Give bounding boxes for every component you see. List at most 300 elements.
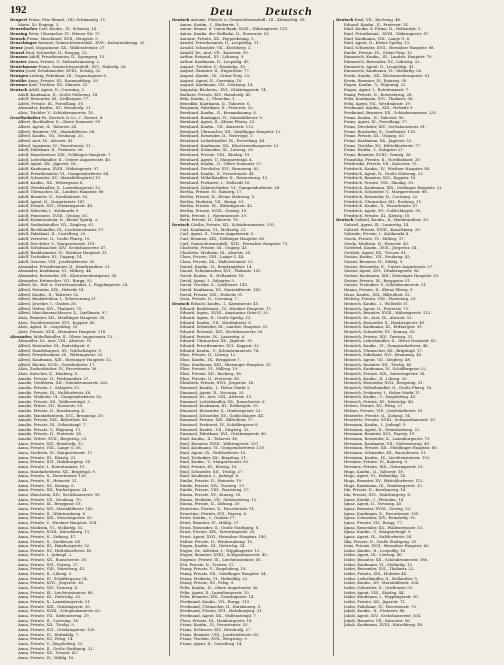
- entry-text: Bernhard, Kaufm., VII., Kaiserstr. 112.: [180, 124, 255, 130]
- entry-text: Bernhard, Kaufmann, XX., Klosterneuburgerstr. 12.: [180, 142, 280, 148]
- entry-text: Fanny, Modistin, VI., Hofmühlg. 22.: [180, 575, 249, 581]
- entry-text: Bertha, Private, IV., Rainerg. 17.: [180, 189, 243, 195]
- entry-text: Dora, Private, II., Czerning. 7.: [180, 296, 239, 302]
- entry-text: Anna, Handarbeiterin, XX., Brigittapl. 9.: [18, 468, 96, 474]
- entry-text: Möbelhändler, II., Obere Augartenstr. 12.: [32, 333, 114, 339]
- entry-text: Alfred, Arzt, IX., Alserstr. 41.: [18, 138, 74, 144]
- entry-text: Adolf, Sekretär, I., Kohlmarkt 9.: [18, 207, 80, 213]
- entry-text: Ignaz, Kaufm., I., Fleischm. 14.: [344, 496, 405, 502]
- entry-text: Alois, Kutscher, X., Himberg. 9.: [18, 370, 79, 376]
- entry-text: Alexander, Reisender, XX., Klosterneuburgerstr. 58.: [18, 273, 118, 279]
- entry-text: Eugen, Beamter, XVIII., Schopenhauerstr. 40.: [180, 552, 268, 558]
- page-number: 192: [10, 4, 27, 16]
- entry-surname: Gesellschafter: [10, 114, 41, 120]
- entry-text: Emanuel, Lederhändler, XX., Rauscherstr. 6.: [180, 398, 266, 404]
- entry-text: Friedrich, Kaufm., X., Favoritenstr. 67.: [344, 203, 419, 209]
- entry-text: Alfred, Weber, XVI., Thaliastr. 75.: [18, 305, 83, 311]
- entry-text: Bertha, Private, IX., Währingerstr. 42.: [180, 203, 254, 209]
- entry-text: Arnold, Dr., Arzt, VII., Kaiserstr. 39.: [180, 49, 249, 55]
- entry-text: Anna, Private, II., Heinestr. 31.: [18, 477, 78, 483]
- entry-text: Alfred, Privatbeamter, IX., Währingerstr. 25.: [18, 352, 104, 358]
- entry-text: Anna, Private, IX., Berggasse 19.: [18, 501, 82, 507]
- entry-text: Adolf, Kommissionär, II., Kleine Sperlg. 2.: [18, 217, 99, 223]
- entry-text: Erwin, Kaufm., XX., Klosterneuburgerstr. 81.: [344, 72, 431, 78]
- entry-text: Franz, Reisender, X., Quellenstr. 118.: [344, 128, 417, 134]
- entry-text: Amalie, Private, II., Kurzbauerg. 4.: [18, 408, 86, 414]
- entry-text: Franz, Schlosser, XIV., Reindorfg. 27.: [180, 626, 252, 632]
- entry-text: Ludwig, Fabrikant, III., Dapontegasse 8.: [28, 72, 108, 78]
- entry-text: Daniel, Kaufm., II., Rembrandtstr. 14.: [180, 263, 253, 269]
- entry-text: Antonie, Fleisch- u. Gemischtwarenhdl., III., Kleinschlg. 58.: [189, 17, 306, 22]
- entry-text: Elisabeth, Private, XVII., Jörgerstr. 14.: [180, 380, 255, 386]
- entry-text: Anna, Private, V., Wiedner Hauptstr. 104.: [18, 519, 98, 525]
- entry-text: Amalie, Modistin, VI., Gumpendorferstr. 82.: [18, 394, 103, 400]
- entry-text: Ignaz, Kaufmann, X., Favoritenstr. 150.: [344, 510, 420, 516]
- entry-text: Barbara, Private, XIV., Reindorfg. 40.: [180, 91, 252, 97]
- entry-text: Paul, Schneider, II., Rueppg. 13.: [24, 49, 88, 55]
- entry-surname: Deusel: [10, 49, 25, 55]
- entry-text: Franz, Kaufm., IV., Favoritenstr. 53.: [180, 622, 249, 628]
- entry-text: Anton, Beamt. d. Union-Bank, XVIII., Währingerstr. 135.: [180, 26, 289, 32]
- entry-text: Peter, Uhrmacher, IV., Wiener Str. 17.: [27, 30, 101, 36]
- entry-text: Eduard, Reisend., XIV., Sechshauserstr. 28.: [180, 328, 264, 334]
- entry-text: Carl, Beamter, XIX., Döblinger Hauptstr. 60.: [180, 235, 266, 241]
- entry-text: Friedrich, Private, VIII., Skodag. 30.: [344, 179, 415, 185]
- entry-text: Eduard, Bankbeamt., IV., Wiedner Hauptstr. 17.: [180, 305, 272, 311]
- entry-text: Ignaz, Reisender, XX., Wallensteinstr. 33.: [344, 524, 424, 530]
- entry-text: Hermann, Schneider, XX., Rauscherstr. 31.: [344, 450, 427, 456]
- entry-text: Isidor, Kaufm., II., Leopoldg. 16.: [344, 547, 407, 553]
- entry-text: Adolf, Techniker, III., Ungarg. 14.: [18, 254, 83, 260]
- entry-text: Jakob, Kaufm., II., Praterstr. 88.: [344, 608, 406, 614]
- entry-text: Eduard, Kaufm., I., Kärntnerstr. 45.: [189, 301, 260, 307]
- entry-text: Gabriel, Kaufm., II., Rembrandtstr. 33.: [353, 217, 430, 223]
- entry-text: Carl, Gemischtwarenhdl., XVII., Hernalser Hauptstr. 73.: [180, 240, 289, 246]
- entry-text: Alfred, Kaufm., II., Taborstr. 52.: [18, 291, 80, 297]
- entry-text: Bernhard, Prokurist, I., Wollzeile 16.: [180, 179, 251, 185]
- entry-text: Adolf, Uhrmacher, III., Landstr. Hauptstr. 88.: [18, 189, 105, 195]
- entry-text: Adolf, Drechsler, V., Margaretenstr. 119.: [18, 240, 96, 246]
- entry-text: Isidor, Beamter, XII., Schönbrunnerstr. 186.: [344, 557, 429, 563]
- entry-surname: Deutsch: [336, 17, 354, 22]
- entry-text: Anna, Private, XV., Kranzg. 6.: [18, 482, 75, 488]
- directory-entry: [10, 656, 168, 661]
- entry-text: Adolf, Beamter, II., Nordbahnstr. 36.: [18, 193, 89, 199]
- entry-text: Friederike, Private, VII., Kaiserstr. 73.: [344, 161, 418, 167]
- entry-text: Heinrich, Fabrikant, XVI., Brunneng. 40.: [344, 352, 423, 358]
- entry-text: Heinrich, Dr., Arzt, IX., Alserstr. 52.: [344, 315, 413, 320]
- entry-surname: Deutsch: [10, 86, 28, 92]
- entry-text: Heinrich, Agent, II., Praterstr. 73.: [344, 305, 410, 311]
- entry-text: Isidor, Kaufm., XV., Mariahilferstr. 204.: [344, 580, 420, 586]
- entry-text: Fanny, Private, II., Rotensterng. 28.: [344, 91, 413, 97]
- entry-text: Amalie, Private, II., Praterstr. 38.: [18, 431, 83, 437]
- entry-text: Betti, Private, I., Rotenturmstr. 29.: [180, 212, 248, 218]
- entry-text: Emilie, Private, VIII., Piaristeng. 17.: [180, 487, 250, 493]
- entry-text: Anna, Private, I., Judenpl. 2.: [18, 552, 73, 558]
- entry-text: Heinrich, Kaufmann, IV., Schäffergasse 22.: [344, 366, 427, 372]
- entry-text: Albert, Buchhalter, II., Obere Donaustr. 99.: [18, 119, 102, 125]
- directory-entry: [336, 623, 494, 628]
- entry-text: Friedrich, Kaufmann, XIX., Döblinger Hauptstr. 21.: [344, 184, 443, 190]
- column-rule: [333, 20, 334, 656]
- entry-text: Emil, Agent, II., Kleine Sperlg. 13.: [344, 40, 411, 46]
- entry-text: Bernhard, Drechsler, XVI., Brunneng. 62.: [180, 166, 260, 171]
- entry-text: Ferdinand, Uhrmacher, II., Kurzbauerg. 9.: [180, 603, 262, 609]
- entry-text: Hugo, Kaufm., II., Taborstr. 18.: [344, 468, 405, 474]
- entry-text: Karl, Tischler, XV., Märzstr. 32.: [27, 82, 89, 88]
- entry-text: Heinrich, Beamter, XII., Tivolig. 40.: [344, 361, 413, 367]
- entry-text: Anna, Private, XVI., Habsburgerg. 14.: [18, 459, 92, 465]
- entry-text: Isidor, Lederhändler, II., Hollandstr. 9.: [344, 575, 419, 581]
- entry-text: Anton, Kaufm. der Südbahn, II., Stuwerstr. 53.: [180, 30, 270, 36]
- entry-text: Ignaz, Private, VII., Burgg. 77.: [344, 519, 403, 525]
- entry-text: Flora, Private, III., Hainburgerstr. 18.: [180, 617, 253, 623]
- entry-text: Emanuel, Private, XIX., Billrothstr. 17.: [180, 417, 254, 423]
- entry-text: Albert, Beamter, VII., Mariahilferstr. 58.: [18, 128, 96, 134]
- entry-text: Anna, Wäscherin, XIV., Sechshauserstr. 90.: [18, 491, 101, 497]
- entry-text: Alexander, Kaufmann, VI., Millerg. 44.: [18, 268, 93, 274]
- entry-surname: Deuter: [10, 68, 25, 74]
- entry-text: Alfred, Dr., Hof- u. Gerichtsadvokat, I., Wipplingerstr. 24.: [18, 282, 129, 288]
- entry-text: Franz, Priv.-Beamt., III/₂ Schimmelg. 11.: [27, 17, 107, 22]
- entry-text: Hermann, Kaufmann, VII., Siebensterng. 40.: [344, 440, 431, 446]
- entry-text: Emma, Modistin, VII., Siebensterng. 12.: [180, 496, 258, 502]
- entry-text: Eugen, Kaufm., V., Pilgramg. 22.: [344, 82, 407, 88]
- entry-text: Gisela, Modistin, II., Heinestr. 43.: [344, 240, 410, 246]
- entry-text: Heinrich, Uhrmacher, XX., Brigittapl. 17.: [344, 347, 424, 353]
- entry-text: Henriette, Private, XVIII., Schopenhauerstr. 19.: [344, 417, 436, 423]
- entry-text: Amalie, Private, I., Salzgries 15.: [18, 384, 80, 390]
- entry-text: Anna, Modistin, VI., Mollardg. 33.: [18, 524, 84, 530]
- entry-text: Franziska, Private, II., Nordbahnstr. 20.: [344, 156, 421, 162]
- entry-surname: Deutner: [10, 82, 28, 88]
- entry-text: Eugen, Dr., Advokat, I., Wipplingerstr. 12.: [180, 547, 261, 553]
- entry-text: Anna, Private, III., Hainburgerstr. 52.: [18, 543, 91, 549]
- entry-text: Jakob, Beamter, VII., Kaiserstr. 96.: [344, 617, 411, 623]
- entry-text: Alois, Private, XVII., Hernalser Hauptstr. 118.: [18, 328, 107, 334]
- entry-text: Elias, Kaufmann, XIII., Hietzinger Hauptstr. 33.: [180, 361, 272, 367]
- entry-text: Anna, Private, VI., Hofmühlg. 7.: [18, 631, 80, 637]
- entry-text: Emanuel, Kaufmann, III., Erdbergstr. 15.: [180, 403, 259, 409]
- entry-text: Bernhard, Uhrmacher, XII., Meidlinger Hauptstr. 12.: [180, 128, 282, 134]
- entry-text: Heinrich, Reisender, X., Himbergerstr. 40.: [344, 319, 426, 325]
- entry-text: Bela, Kaufm., I., Fleischm. 1.: [180, 96, 236, 102]
- entry-text: August, Agent, II., Czerning. 10.: [180, 77, 243, 83]
- entry-text: Ernestine, Private, X., Favoritenstr. 91.: [180, 505, 256, 511]
- entry-text: Anna, Private, II., Lilieng. 5.: [18, 571, 73, 577]
- entry-text: Franz, Drechsler, XIV., Sechshauserstr. 61.: [344, 124, 427, 130]
- entry-text: Heinrich, Kaufm., VI., Gumpendorferstr. 46.: [344, 342, 429, 348]
- entry-text: Alois, Tischlermeister, XVI., Koppstr. 40.: [18, 319, 96, 325]
- entry-text: Isidor, Kaufmann, VI., Mollardg. 12.: [344, 561, 414, 567]
- entry-text: Adolf, Privatbeamter, II., Springerg. 15.: [27, 54, 106, 60]
- entry-text: Emmerich, Agent, II., Leopoldsg. 41.: [344, 63, 415, 69]
- entry-text: Emmerich, Kaufm., III., Landstr. Hauptstr. 70.: [344, 54, 433, 60]
- entry-text: Bernhard, Möbelhändler, II., Rotensterng. 11.: [180, 175, 269, 181]
- entry-text: Amalie, Witwe, VII., Kaiserstr. 55.: [18, 403, 84, 409]
- entry-text: Eduard, Uhrmacher, XX., Jägerstr. 30.: [180, 338, 254, 344]
- entry-text: Gottlieb, Agent, XX., Treustr. 61.: [344, 249, 408, 255]
- entry-text: Arthur, Kaufmann, II., Leopoldg. 45.: [180, 58, 250, 64]
- entry-text: Emil, Kaufmann, VI., Gumpendorferstr. 120.: [180, 445, 266, 451]
- entry-text: Isidor, Kaufmann, I., Wipplingerstr. 30.: [344, 594, 420, 600]
- entry-text: Elias, Kaufm., IX., Berggasse 7.: [180, 356, 241, 362]
- entry-text: Hedwig, Private, VIII., Piaristeng. 29.: [344, 296, 417, 302]
- entry-text: Anna, Private, III., Kleistg. 21.: [18, 454, 77, 460]
- entry-text: Ferdinand, Kaufm., VII., Burgg. 110.: [180, 599, 251, 605]
- entry-text: Esther, Private, II., Weintraubeng. 15.: [180, 538, 254, 544]
- entry-text: Alfred, Kaufmann, XIII., Hietzinger Hauptstr. 12.: [18, 356, 113, 362]
- entry-text: Gabriele, Private, I., Kohlmarkt 4.: [344, 231, 410, 237]
- entry-text: Adolf, Kaufmann, XVIII., Währingerstr. 97.: [18, 166, 100, 171]
- entry-text: Adolf, Agent, II., Czerning. 3.: [27, 86, 85, 92]
- entry-text: Anna, Private, IV., Schäffergasse 14.: [18, 575, 88, 581]
- entry-text: Bertha, Private, II., Kleine Mohreng. 5.: [180, 193, 256, 199]
- entry-text: Amalie, Witwe, XVII., Bergsteig. 23.: [18, 436, 88, 442]
- entry-text: David, Kaufmann, XV., Mariahilferstr. 182.: [180, 287, 262, 293]
- entry-text: Anna, Private, XIV., Reindorfg. 12.: [18, 440, 84, 446]
- entry-text: Franz, Tischler, XV., Hütteldorferstr. 77.: [344, 142, 422, 148]
- entry-text: Anna, Private, II., Weintraubeng. 8.: [18, 510, 87, 516]
- entry-text: Anna, Private, IV., Mühlg. 18.: [18, 654, 75, 660]
- entry-text: Isidor, Schneider, X., Quellenstr. 92.: [344, 585, 414, 591]
- entry-text: Albert, Agent, II., Taborstr. 24.: [18, 124, 78, 130]
- entry-text: Emil, Kaufm., V., Margaretenstr. 62.: [180, 459, 250, 465]
- entry-text: Ernst, Agent, XVII., Hernalser Hauptstr. 140.: [180, 533, 268, 539]
- entry-text: Anna, Private, XVI., Payerg. 27.: [18, 561, 79, 567]
- entry-text: Emma, Private, XV., Kranzg. 20.: [180, 491, 242, 497]
- entry-surname: Deutsch: [336, 217, 354, 223]
- entry-text: Friedrich, Kaufm., IV., Wiedner Hauptstr. 48.: [344, 166, 431, 171]
- entry-text: Josef, Schuhmacher, XVIII., Schulg. 32.: [24, 68, 102, 74]
- entry-text: Alfred, Ingenieur, IV., Favoritenstr. 11.: [18, 142, 92, 148]
- entry-text: Helene, Private, VIII., Josefstädterstr. 81.: [344, 408, 424, 414]
- entry-text: Elise, Private, II., Praterstr. 60.: [180, 375, 241, 381]
- entry-text: Arnold, Privatbeamter, II., Leopoldsg. 11.: [180, 40, 260, 46]
- entry-text: Anna, Private, II., Czerning. 16.: [18, 617, 80, 623]
- entry-text: Anna, Private, VII., Siebensterng. 29.: [18, 613, 90, 618]
- entry-text: August, Tischler, V., Hauslabg. 16.: [180, 63, 246, 69]
- entry-text: Bertha, Modistin, VII., Burgg. 51.: [180, 198, 245, 204]
- entry-text: Emil, Kaufm. d. Firma, II., Hollandstr. 3.: [344, 26, 422, 32]
- entry-surname: Deuse: [10, 44, 24, 50]
- entry-text: Felix, Kaufm., II., Obere Augartenstr. 36.: [180, 585, 259, 591]
- entry-text: Adolf, Pensionist, XVIII., Gentzg. 63.: [18, 212, 89, 218]
- entry-text: Hermann, Agent, II., Weintraubeng. 22.: [344, 426, 421, 432]
- entry-text: Adolf, Kaufmann, II., Große Mohreng. 14.: [18, 91, 99, 97]
- entry-text: Anna, Private, XIV., Mariahilferstr. 162.: [18, 505, 94, 511]
- entry-text: Bernhard, Private, VIII., Skodag. 19.: [180, 152, 251, 158]
- entry-text: Ignaz, Agent, IX., Nußdorferstr. 34.: [344, 533, 413, 539]
- entry-text: Gisela, Private, VI., Millerg. 37.: [344, 235, 405, 241]
- entry-text: Helene, Private, XV., Pelzg. 27.: [344, 403, 404, 409]
- entry-text: Emanuel, Schneider, XV., Goldschlagstr. 44.: [180, 412, 265, 418]
- entry-text: Eduard, Kaufm., II., Praterstr. 14.: [344, 21, 409, 27]
- entry-text: Emil, Privatbeamt., XVIII., Währingerstr. 87.: [344, 30, 430, 36]
- entry-text: Adolf, Lederhändler, II., Untere Augartenstr. 40.: [18, 156, 112, 162]
- entry-text: Gottfried, Kaufm., XVII., Jörgerstr. 54.: [344, 245, 418, 251]
- entry-text: Emil, Kaufmann, VIII., Lange G. 6.: [344, 35, 411, 41]
- entry-text: Amalie, Private, III., Sebastianpl. 7.: [18, 422, 87, 428]
- entry-text: Charlotte, Private, III., Ungarg. 41.: [180, 245, 248, 251]
- entry-text: Ignaz, Schneider, XIV., Reindorfg. 55.: [344, 515, 417, 521]
- entry-text: Emmerich, Reisender, XV., Löhnerg. 22.: [344, 58, 421, 64]
- entry-text: Emil, Private, III., Kleistg. 10.: [180, 464, 238, 469]
- entry-text: Antonie, Private, XX., Pappenheimg. 5.: [180, 35, 255, 41]
- entry-text: Anna, Private, XVI., Ottakringerstr. 120.: [18, 626, 96, 632]
- entry-text: Isidor, Private, XX., Jägerstr. 71.: [344, 599, 406, 605]
- entry-text: Anna, Private, III., Rasumofskyg. 29.: [26, 77, 99, 83]
- entry-text: Amalie, Greißlerin, XII., Schönbrunnerstr. 262.: [18, 380, 109, 386]
- entry-text: Anna, Private, XVIII., Kutschkerg. 11.: [18, 529, 91, 535]
- entry-text: Gabriel, Private, XVIII., Kutschkerg. 29.: [344, 226, 421, 232]
- entry-text: Anna, Private, XII., Tivolig. 9.: [18, 622, 75, 628]
- entry-text: David, Tischler, X., Quellenstr. 143.: [180, 282, 249, 288]
- entry-text: Bernhard, Bandagist, VI., Mariahilferstr. 9.: [180, 114, 263, 120]
- entry-text: Eduard, Schneider, III., Landstr. Hauptstr. 51.: [180, 324, 269, 330]
- entry-text: Anna, Private, XX., Treustr. 43.: [18, 650, 78, 656]
- entry-text: Emil, Beamter, XVIII., Währingerstr. 167.: [180, 440, 260, 446]
- entry-text: Arthur, Reisend., XV., Löhnerg. 9.: [180, 54, 245, 60]
- entry-text: Ernestine, Private, XVI., Payerg. 8.: [180, 510, 248, 516]
- entry-text: Benjamin, Fabrikant, II., Praterstr. 32.: [180, 105, 254, 111]
- entry-text: Anna, Private, XIX., Grinzingerstr. 30.: [18, 603, 92, 609]
- entry-text: Alexander, Dr., Arzt, VIII., Alserstr. 33.: [18, 338, 93, 344]
- entry-text: Heinrich, Prokurist, I., Hoher Markt 11.: [344, 389, 422, 395]
- entry-text: Anna, Private, V., Ziegelofeng. 32.: [18, 640, 84, 646]
- entry-text: Clara, Private, XX., Wallensteinstr. 12.: [180, 259, 254, 265]
- entry-text: Isidor, Private, XIX., Hofzeile 44.: [344, 571, 408, 577]
- entry-text: Bernhard, Kaufm., X., Favoritenstr. 44.: [180, 170, 255, 176]
- entry-text: Anna, Private, X., Quellenstr. 64.: [18, 538, 82, 544]
- entry-text: Felix, Agent, VII., Westbahnstr. 19.: [344, 100, 412, 106]
- entry-text: Isidor, Agent, III., Löweng. 40.: [344, 552, 403, 558]
- entry-text: Ernst, Beamter, IV., Mühlg. 27.: [180, 519, 240, 525]
- entry-surname: Deutelmoser: [10, 63, 38, 69]
- entry-text: Anna, Private, XV., Pelzg. 14.: [18, 636, 74, 642]
- entry-text: Isidor, Fabrikant, IV., Favoritenstr. 70.: [344, 603, 418, 609]
- entry-text: Gustav, Kaufm., VII., Neubaug. 42.: [344, 254, 411, 260]
- entry-text: Friedrich, Private, III., Kleistg. 18.: [344, 212, 411, 218]
- entry-text: Franz, Gemischtwarenhdl., XVI., Haberlg. 26.: [37, 63, 127, 69]
- entry-text: Jakob, Kaufmann, XVIII., Kutschkerg. 40.: [344, 622, 424, 628]
- entry-text: Heinrich, Lederhändler, II., Obere Donaustr. 83.: [344, 338, 437, 344]
- entry-text: Heinrich, Reisender, XVII., Bergsteig. 31.: [344, 380, 424, 386]
- entry-text: Anna, Private, XVIII., Schopenhauerstr. 62.: [18, 608, 102, 614]
- entry-text: Anna, Private, XIV., Turnerg. 4.: [18, 585, 79, 591]
- directory-column-1: [10, 18, 168, 658]
- entry-text: Emil, Techniker, XX., Brigittag. 21.: [180, 454, 247, 460]
- entry-text: Adolf, Kaufm., XX., Webergasse 8.: [18, 179, 84, 185]
- entry-text: Emanuel, Prokurist, IV., Schäffergasse 8.: [180, 422, 259, 428]
- entry-text: Anton, Kaufm., I., Bäckerstr. 1.: [180, 21, 240, 27]
- entry-text: Anna, Private, I., Rotenturmstr. 19.: [18, 464, 86, 469]
- entry-surname: Deutike: [10, 77, 27, 83]
- entry-text: David, Agent, I., Salzgries 9.: [180, 277, 236, 283]
- entry-surname: Deutsch: [172, 301, 190, 307]
- entry-text: Eduard, Private, IX., Lazarettg. 6.: [180, 333, 246, 339]
- entry-text: Hermann, Kaufm., IX., Liechtensteinstr. 102.: [344, 454, 431, 460]
- entry-text: Ida, Private, XVI., Habsburgerg. 8.: [344, 491, 411, 497]
- entry-text: Eva, Private, II., Treustr. 27.: [180, 561, 235, 567]
- entry-text: Eduard, Ingen., XVIII., Anastasius Grün-G. 20.: [180, 310, 270, 316]
- entry-text: Alois, Agent, II., Leopoldsg. 33.: [18, 324, 79, 330]
- entry-text: Adolf, Schneider, XV., Mariahilfergürtel 19.: [18, 175, 102, 181]
- entry-text: Emma, Private, II., Zirkusg. 30.: [180, 501, 241, 507]
- entry-text: Cäcilie, Private, XII., Schönbrunnerstr. 210.: [189, 221, 276, 227]
- entry-text: Franz, Kaufm., II., Taborstr. 90.: [344, 114, 405, 120]
- entry-text: Anna, Private, X., Favoritenstr. 128.: [18, 473, 87, 479]
- entry-surname: Deutsch: [172, 221, 190, 227]
- entry-text: Adolf, Privatbeamter, VI., Gumpendorferstr. 64.: [18, 170, 110, 176]
- entry-text: August, Beamter, II., Engerthstr. 77.: [180, 68, 251, 74]
- entry-text: Eduard, Agent, II., Große Sperlg. 33.: [180, 315, 252, 320]
- entry-text: Emilie, Private, IX., Grüne-Torg. 12.: [344, 49, 414, 55]
- entry-text: David, Kaufm., II., Hollandstr. 18.: [180, 273, 245, 279]
- entry-text: Carl, Kaufm., IV., Schaurg. 14.: [37, 26, 98, 32]
- entry-text: Daniel, Schuhmacher, XVI., Thaliastr. 103.: [180, 268, 262, 274]
- entry-text: Amalie, Private, V., Pilgramg. 11.: [18, 426, 82, 432]
- entry-text: Anna, Private, XV., Hütteldorferstr. 43.: [18, 547, 93, 553]
- entry-text: Adolf, Seidenhändler, VII., Zieglerg. 61.: [18, 221, 95, 227]
- directory-column-3: [336, 18, 494, 658]
- entry-text: Amalie, Private, XX., Wallensteinpl. 3.: [18, 398, 91, 404]
- entry-text: Anna, Private, XII., Ruckergasse 24.: [18, 487, 88, 493]
- entry-text: Hermann, Beamter, XVI., Payerg. 19.: [344, 431, 416, 437]
- entry-text: Antonie, Gemischtwarenhdl., XVII., Kalvarienbergg. 32.: [36, 40, 146, 46]
- entry-text: Benedikt, Kaufmann, II., Taborstr. 8.: [180, 100, 251, 106]
- entry-text: Franz, Agent, II., Castellezg. 14.: [180, 640, 243, 646]
- entry-text: Emanuel, Kaufm., I., Hoher Markt 5.: [180, 384, 251, 390]
- entry-text: Adolf, Bankbeamter, IV., Wiedner Hauptstr. 31.: [18, 249, 109, 255]
- entry-text: Eugen, Kaufm., III., Dietrichg. 34.: [180, 543, 246, 549]
- entry-text: Bernhard, Agent, V., Margaretenpl. 4.: [180, 156, 253, 162]
- entry-text: David, Private, XIX., Hofzeile 31.: [180, 291, 244, 297]
- entry-text: Fanny, Private, XV., Pelzg. 9.: [180, 580, 235, 586]
- entry-text: Friedrich, Agent, XV., Goldschlagstr. 30.: [344, 207, 422, 213]
- entry-text: Franz, Kaufmann, XX., Jägerstr. 52.: [344, 138, 413, 144]
- entry-text: Ferdinand, Agent, XX., Wallensteinpl. 7.: [180, 613, 257, 618]
- entry-text: Gabriel, Agent, IX., Lazarettg. 14.: [344, 221, 410, 227]
- entry-text: Henriette, Private, II., Zirkusg. 14.: [344, 412, 412, 418]
- entry-text: Alfred, Bankdirektor, I., Schottenring 21.: [18, 296, 98, 302]
- entry-text: Adolf, Weinhändler, X., Laxenburgerstr. 22.: [18, 184, 102, 190]
- entry-text: Ernst, Reisender, II., Große Stadtgutg. 8.: [180, 524, 260, 530]
- entry-text: Alois, Zuckerbäcker, IV., Favoritenstr. 36.: [18, 366, 98, 372]
- entry-text: Eduard, Kaufm., V., Schönbrunnerstr. 74.: [180, 347, 260, 353]
- entry-text: Irma, Private, XVII., Hernalser Hauptstr. 62.: [344, 543, 430, 549]
- entry-text: Friedrich, Agent, II., Große Mohreng. 22.: [344, 170, 424, 176]
- entry-text: Hans, Kaufm., XIX., Billrothstr. 52.: [344, 291, 411, 297]
- entry-text: Ilka, Private, II., Große Stadtgutg. 30.: [344, 538, 418, 544]
- entry-text: Emil, Agent, IX., Nußdorferstr. 15.: [180, 450, 247, 456]
- entry-text: Marie, X/₁ Eugeng. 3.: [18, 21, 60, 27]
- entry-text: Alfred, Reisender, III., Radetzkystr. 6.: [18, 342, 91, 348]
- entry-text: Heinrich, Schneider, XV., Kranzg. 33.: [344, 328, 416, 334]
- entry-text: Elise, Private, XII., Ruckerg. 36.: [180, 370, 242, 376]
- entry-text: Heinrich, Agent, VII., Zieglerg. 48.: [344, 356, 412, 362]
- entry-text: Adolf, Agent, II., Vorgartenstr. 147.: [18, 198, 86, 204]
- entry-text: August, Kaufmann, VII., Neubaug. 14.: [180, 82, 254, 88]
- entry-text: Franz, Kaufm., I., Salzgries 21.: [344, 147, 404, 153]
- column-rule: [169, 20, 170, 656]
- entry-text: Hugo, Agent, VI., Hofmühlg. 14.: [344, 473, 407, 479]
- entry-text: Emmerich, Kaufmann, VI., Mollardg. 56.: [344, 68, 423, 74]
- entry-text: Anna, Private, V., Siebenbrunneng. 2.: [26, 58, 101, 64]
- entry-text: Bernhard, Kaufm., II., Krummbaumg. 6.: [180, 110, 257, 116]
- entry-text: Bernhard, Lederhändler, IX., Porzellang. 44.: [180, 138, 266, 144]
